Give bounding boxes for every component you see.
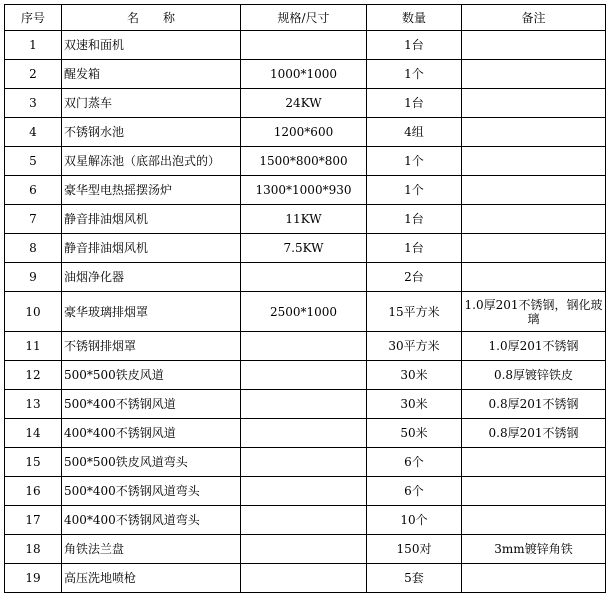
table-row xyxy=(5,60,606,89)
cell-no: 15 xyxy=(5,448,62,477)
cell-note: 1.0厚201不锈钢，钢化玻璃 xyxy=(462,292,606,332)
table-row xyxy=(5,361,606,390)
cell-name: 不锈钢排烟罩 xyxy=(62,332,241,361)
header-note: 备注 xyxy=(462,5,606,31)
cell-no: 7 xyxy=(5,205,62,234)
cell-no: 9 xyxy=(5,263,62,292)
cell-spec: 7.5KW xyxy=(241,234,367,263)
cell-spec xyxy=(241,332,367,361)
cell-name: 400*400不锈钢风道弯头 xyxy=(62,506,241,535)
cell-no: 11 xyxy=(5,332,62,361)
cell-note xyxy=(462,31,606,60)
cell-name: 豪华玻璃排烟罩 xyxy=(62,292,241,332)
cell-spec xyxy=(241,506,367,535)
cell-spec: 1300*1000*930 xyxy=(241,176,367,205)
cell-qty: 30米 xyxy=(367,390,462,419)
cell-name: 静音排油烟风机 xyxy=(62,205,241,234)
cell-no: 13 xyxy=(5,390,62,419)
table-row xyxy=(5,118,606,147)
cell-spec: 2500*1000 xyxy=(241,292,367,332)
cell-qty: 6个 xyxy=(367,448,462,477)
cell-no: 8 xyxy=(5,234,62,263)
cell-qty: 1个 xyxy=(367,176,462,205)
cell-spec xyxy=(241,535,367,564)
cell-qty: 5套 xyxy=(367,564,462,593)
cell-no: 18 xyxy=(5,535,62,564)
cell-name: 双门蒸车 xyxy=(62,89,241,118)
table-header-row xyxy=(5,5,606,31)
cell-note xyxy=(462,564,606,593)
cell-no: 6 xyxy=(5,176,62,205)
cell-note xyxy=(462,263,606,292)
header-no: 序号 xyxy=(5,5,62,31)
cell-note: 3mm镀锌角铁 xyxy=(462,535,606,564)
cell-name: 双星解冻池（底部出泡式的） xyxy=(62,147,241,176)
cell-note xyxy=(462,118,606,147)
cell-qty: 10个 xyxy=(367,506,462,535)
cell-name: 油烟净化器 xyxy=(62,263,241,292)
cell-qty: 1台 xyxy=(367,31,462,60)
cell-name: 不锈钢水池 xyxy=(62,118,241,147)
cell-name: 500*400不锈钢风道 xyxy=(62,390,241,419)
cell-note: 1.0厚201不锈钢 xyxy=(462,332,606,361)
cell-spec xyxy=(241,31,367,60)
cell-spec xyxy=(241,263,367,292)
table-row xyxy=(5,31,606,60)
cell-spec xyxy=(241,390,367,419)
table-row xyxy=(5,332,606,361)
cell-no: 12 xyxy=(5,361,62,390)
cell-spec: 1000*1000 xyxy=(241,60,367,89)
cell-no: 5 xyxy=(5,147,62,176)
cell-name: 双速和面机 xyxy=(62,31,241,60)
cell-name: 500*500铁皮风道 xyxy=(62,361,241,390)
cell-no: 14 xyxy=(5,419,62,448)
cell-no: 2 xyxy=(5,60,62,89)
cell-note xyxy=(462,205,606,234)
cell-spec: 11KW xyxy=(241,205,367,234)
cell-no: 17 xyxy=(5,506,62,535)
cell-note xyxy=(462,176,606,205)
cell-qty: 150对 xyxy=(367,535,462,564)
cell-qty: 30平方米 xyxy=(367,332,462,361)
table-row xyxy=(5,390,606,419)
header-qty: 数量 xyxy=(367,5,462,31)
cell-no: 16 xyxy=(5,477,62,506)
table-row xyxy=(5,419,606,448)
cell-qty: 1个 xyxy=(367,60,462,89)
cell-name: 角铁法兰盘 xyxy=(62,535,241,564)
cell-note xyxy=(462,89,606,118)
cell-qty: 30米 xyxy=(367,361,462,390)
cell-no: 4 xyxy=(5,118,62,147)
cell-spec: 1500*800*800 xyxy=(241,147,367,176)
header-spec: 规格/尺寸 xyxy=(241,5,367,31)
cell-qty: 15平方米 xyxy=(367,292,462,332)
cell-spec xyxy=(241,477,367,506)
cell-qty: 1台 xyxy=(367,89,462,118)
cell-qty: 50米 xyxy=(367,419,462,448)
cell-spec xyxy=(241,564,367,593)
cell-no: 19 xyxy=(5,564,62,593)
table-row xyxy=(5,263,606,292)
cell-spec xyxy=(241,419,367,448)
cell-note: 0.8厚201不锈钢 xyxy=(462,419,606,448)
cell-spec: 1200*600 xyxy=(241,118,367,147)
table-row xyxy=(5,506,606,535)
cell-note: 0.8厚201不锈钢 xyxy=(462,390,606,419)
table-row xyxy=(5,176,606,205)
cell-qty: 6个 xyxy=(367,477,462,506)
equipment-table xyxy=(4,4,606,593)
cell-qty: 4组 xyxy=(367,118,462,147)
cell-spec xyxy=(241,361,367,390)
cell-note xyxy=(462,506,606,535)
cell-name: 500*500铁皮风道弯头 xyxy=(62,448,241,477)
cell-note xyxy=(462,448,606,477)
table-row xyxy=(5,89,606,118)
cell-name: 高压洗地喷枪 xyxy=(62,564,241,593)
cell-qty: 1台 xyxy=(367,234,462,263)
cell-note xyxy=(462,234,606,263)
cell-qty: 1个 xyxy=(367,147,462,176)
table-row xyxy=(5,477,606,506)
header-name: 名 称 xyxy=(62,5,241,31)
cell-note: 0.8厚镀锌铁皮 xyxy=(462,361,606,390)
cell-no: 1 xyxy=(5,31,62,60)
table-row xyxy=(5,448,606,477)
cell-qty: 1台 xyxy=(367,205,462,234)
table-row xyxy=(5,535,606,564)
table-row xyxy=(5,564,606,593)
cell-name: 豪华型电热摇摆汤炉 xyxy=(62,176,241,205)
table-row xyxy=(5,147,606,176)
cell-name: 400*400不锈钢风道 xyxy=(62,419,241,448)
cell-name: 醒发箱 xyxy=(62,60,241,89)
cell-qty: 2台 xyxy=(367,263,462,292)
cell-note xyxy=(462,60,606,89)
cell-note xyxy=(462,147,606,176)
cell-name: 静音排油烟风机 xyxy=(62,234,241,263)
cell-no: 3 xyxy=(5,89,62,118)
cell-note xyxy=(462,477,606,506)
table-row xyxy=(5,292,606,332)
cell-no: 10 xyxy=(5,292,62,332)
cell-spec: 24KW xyxy=(241,89,367,118)
cell-name: 500*400不锈钢风道弯头 xyxy=(62,477,241,506)
cell-spec xyxy=(241,448,367,477)
table-row xyxy=(5,205,606,234)
table-row xyxy=(5,234,606,263)
